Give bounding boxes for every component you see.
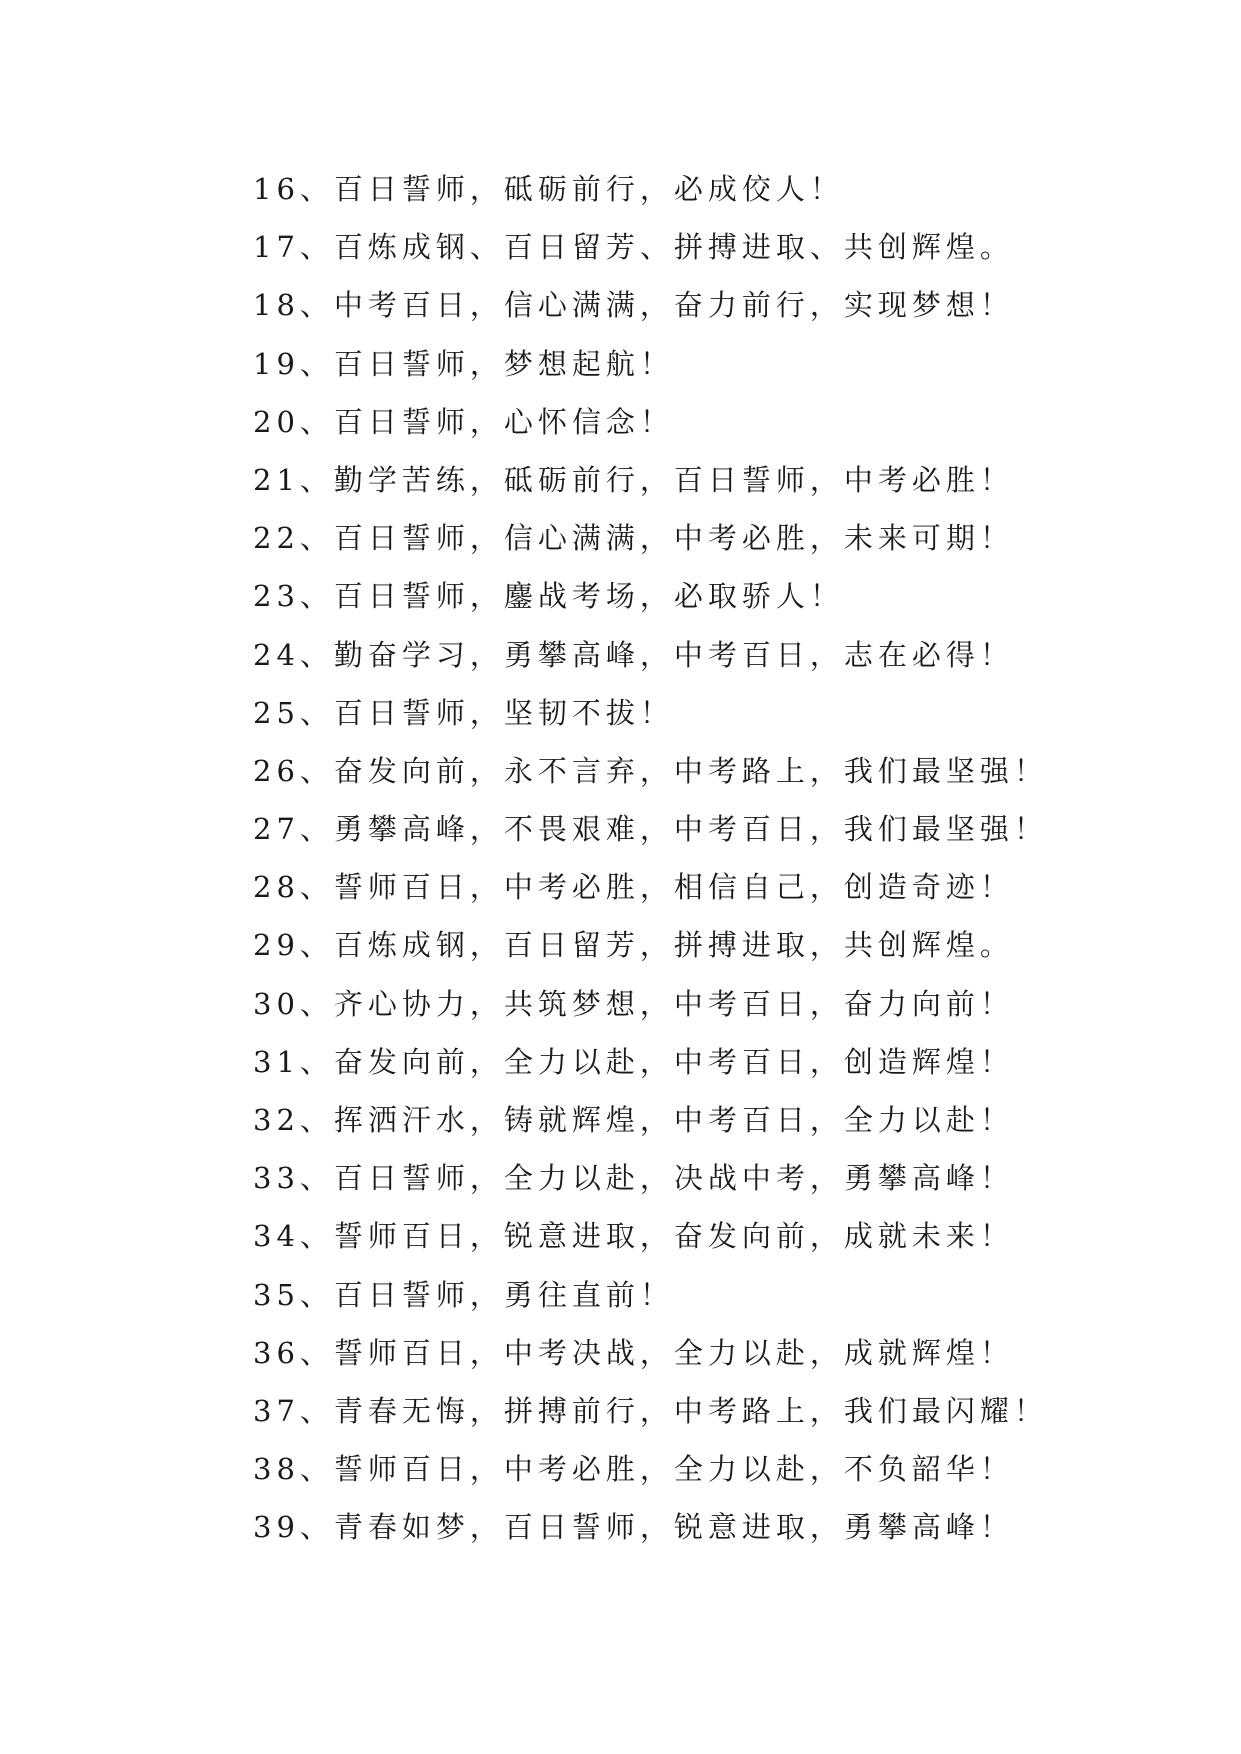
list-item: 35、百日誓师，勇往直前！ — [253, 1277, 674, 1312]
list-item: 21、勤学苦练，砥砺前行，百日誓师，中考必胜！ — [253, 462, 1014, 497]
list-item: 34、誓师百日，锐意进取，奋发向前，成就未来！ — [253, 1219, 1014, 1254]
list-item: 24、勤奋学习，勇攀高峰，中考百日，志在必得！ — [253, 637, 1014, 672]
list-item: 29、百炼成钢，百日留芳，拼搏进取，共创辉煌。 — [253, 928, 1014, 963]
list-item: 28、誓师百日，中考必胜，相信自己，创造奇迹！ — [253, 870, 1014, 905]
list-item: 33、百日誓师，全力以赴，决战中考，勇攀高峰！ — [253, 1161, 1014, 1196]
slogan-list — [253, 160, 1048, 1557]
list-item: 30、齐心协力，共筑梦想，中考百日，奋力向前！ — [253, 986, 1014, 1021]
list-item: 27、勇攀高峰，不畏艰难，中考百日，我们最坚强！ — [253, 812, 1048, 847]
list-item: 23、百日誓师，鏖战考场，必取骄人！ — [253, 579, 844, 614]
list-item: 22、百日誓师，信心满满，中考必胜，未来可期！ — [253, 521, 1014, 556]
list-item: 17、百炼成钢、百日留芳、拼搏进取、共创辉煌。 — [253, 230, 1014, 265]
list-item: 32、挥洒汗水，铸就辉煌，中考百日，全力以赴！ — [253, 1103, 1014, 1137]
list-item: 38、誓师百日，中考必胜，全力以赴，不负韶华！ — [253, 1452, 1014, 1487]
list-item: 25、百日誓师，坚韧不拔！ — [253, 695, 674, 730]
list-item: 39、青春如梦，百日誓师，锐意进取，勇攀高峰！ — [253, 1510, 1014, 1545]
list-item: 36、誓师百日，中考决战，全力以赴，成就辉煌！ — [253, 1335, 1014, 1370]
list-item: 37、青春无悔，拼搏前行，中考路上，我们最闪耀！ — [253, 1393, 1048, 1428]
list-item: 19、百日誓师，梦想起航！ — [253, 346, 674, 381]
list-item: 31、奋发向前，全力以赴，中考百日，创造辉煌！ — [253, 1044, 1014, 1079]
list-item: 26、奋发向前，永不言弃，中考路上，我们最坚强！ — [253, 753, 1048, 788]
list-item: 20、百日誓师，心怀信念！ — [253, 404, 674, 439]
list-item: 16、百日誓师，砥砺前行，必成佼人！ — [253, 172, 844, 206]
list-item: 18、中考百日，信心满满，奋力前行，实现梦想！ — [253, 288, 1014, 323]
